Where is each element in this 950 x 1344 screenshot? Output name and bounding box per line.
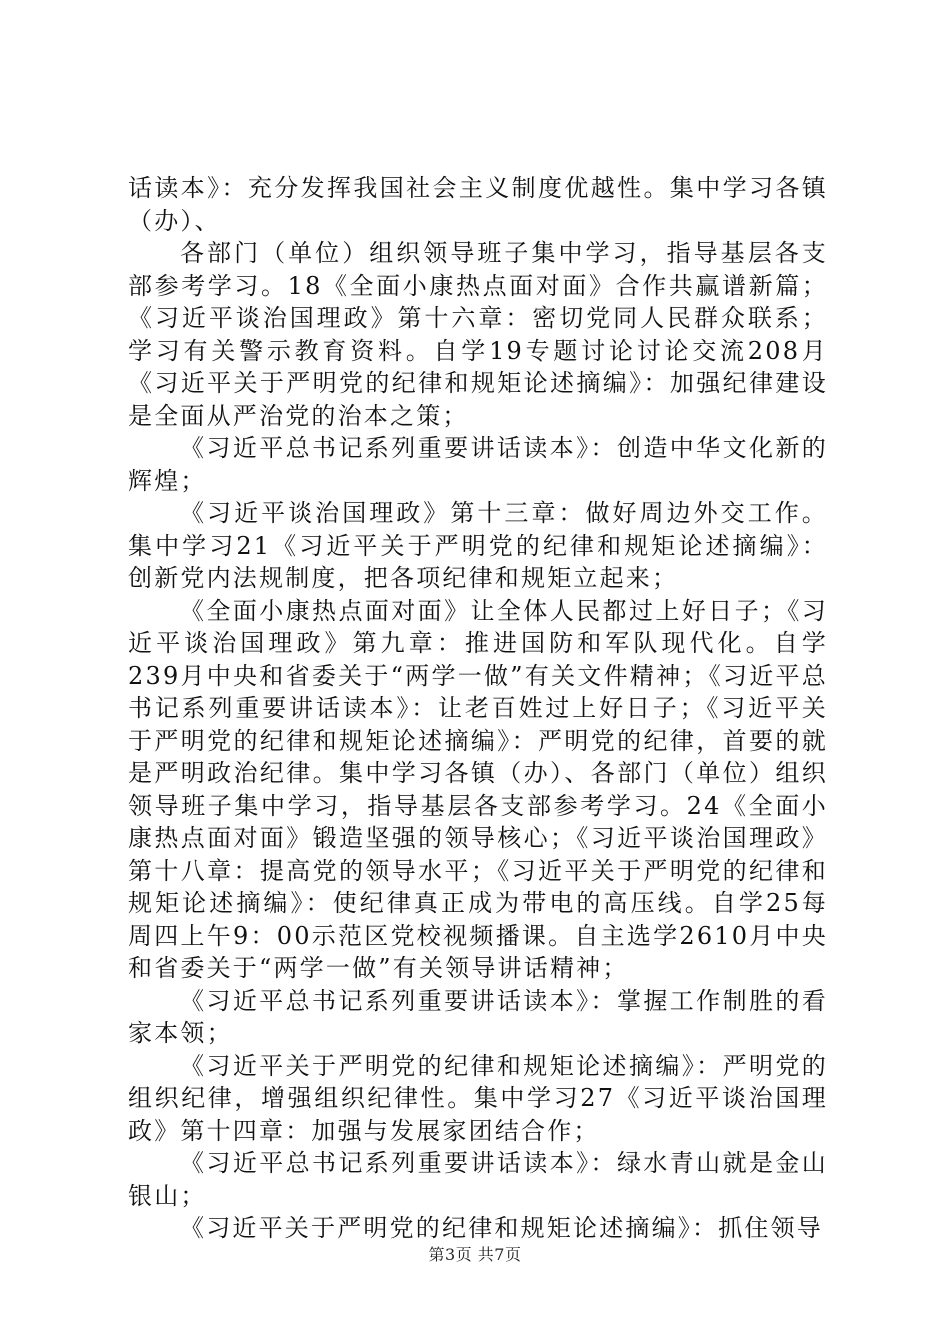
paragraph-8: 《习近平总书记系列重要讲话读本》：绿水青山就是金山银山； <box>128 1149 828 1210</box>
paragraph-5: 《全面小康热点面对面》让全体人民都过上好日子；《习近平谈治国理政》第九章：推进国防和军队现代化。自学239月中央和省委关于“两学一做”有关文件精神；《习近平总书记系列重要讲话读本》：让老百姓过上好日子；《习近平关于严明党的纪律和规矩论述摘编》：严明党的纪律，首要的就是严明政治纪律。集中学习各镇（办）、各部门（单位）组织领导班子集中学习，指导基层各支部参考学习。24《全面小康热点面对面》锻造坚强的领导核心；《习近平谈治国理政》第十八章：提高党的领导水平；《习近平关于严明党的纪律和规矩论述摘编》：使纪律真正成为带电的高压线。自学25每周四上午9：00示范区党校视频播课。自主选学2610月中央和省委关于“两学一做”有关领导讲话精神； <box>128 596 828 982</box>
paragraph-3: 《习近平总书记系列重要讲话读本》：创造中华文化新的辉煌； <box>128 434 828 495</box>
paragraph-1: 话读本》：充分发挥我国社会主义制度优越性。集中学习各镇（办）、 <box>128 174 828 235</box>
page-number-footer: 第3页 共7页 <box>428 1245 522 1264</box>
paragraph-6: 《习近平总书记系列重要讲话读本》：掌握工作制胜的看家本领； <box>128 986 828 1047</box>
paragraph-7: 《习近平关于严明党的纪律和规矩论述摘编》：严明党的组织纪律，增强组织纪律性。集中学习27《习近平谈治国理政》第十四章：加强与发展家团结合作； <box>128 1051 828 1145</box>
paragraph-2: 各部门（单位）组织领导班子集中学习，指导基层各支部参考学习。18《全面小康热点面对面》合作共赢谱新篇；《习近平谈治国理政》第十六章：密切党同人民群众联系；学习有关警示教育资料。自学19专题讨论讨论交流208月《习近平关于严明党的纪律和规矩论述摘编》：加强纪律建设是全面从严治党的治本之策； <box>128 239 828 430</box>
paragraph-4: 《习近平谈治国理政》第十三章：做好周边外交工作。集中学习21《习近平关于严明党的纪律和规矩论述摘编》：创新党内法规制度，把各项纪律和规矩立起来； <box>128 499 828 592</box>
document-body <box>128 172 828 1245</box>
paragraph-9: 《习近平关于严明党的纪律和规矩论述摘编》：抓住领导 <box>180 1214 823 1242</box>
